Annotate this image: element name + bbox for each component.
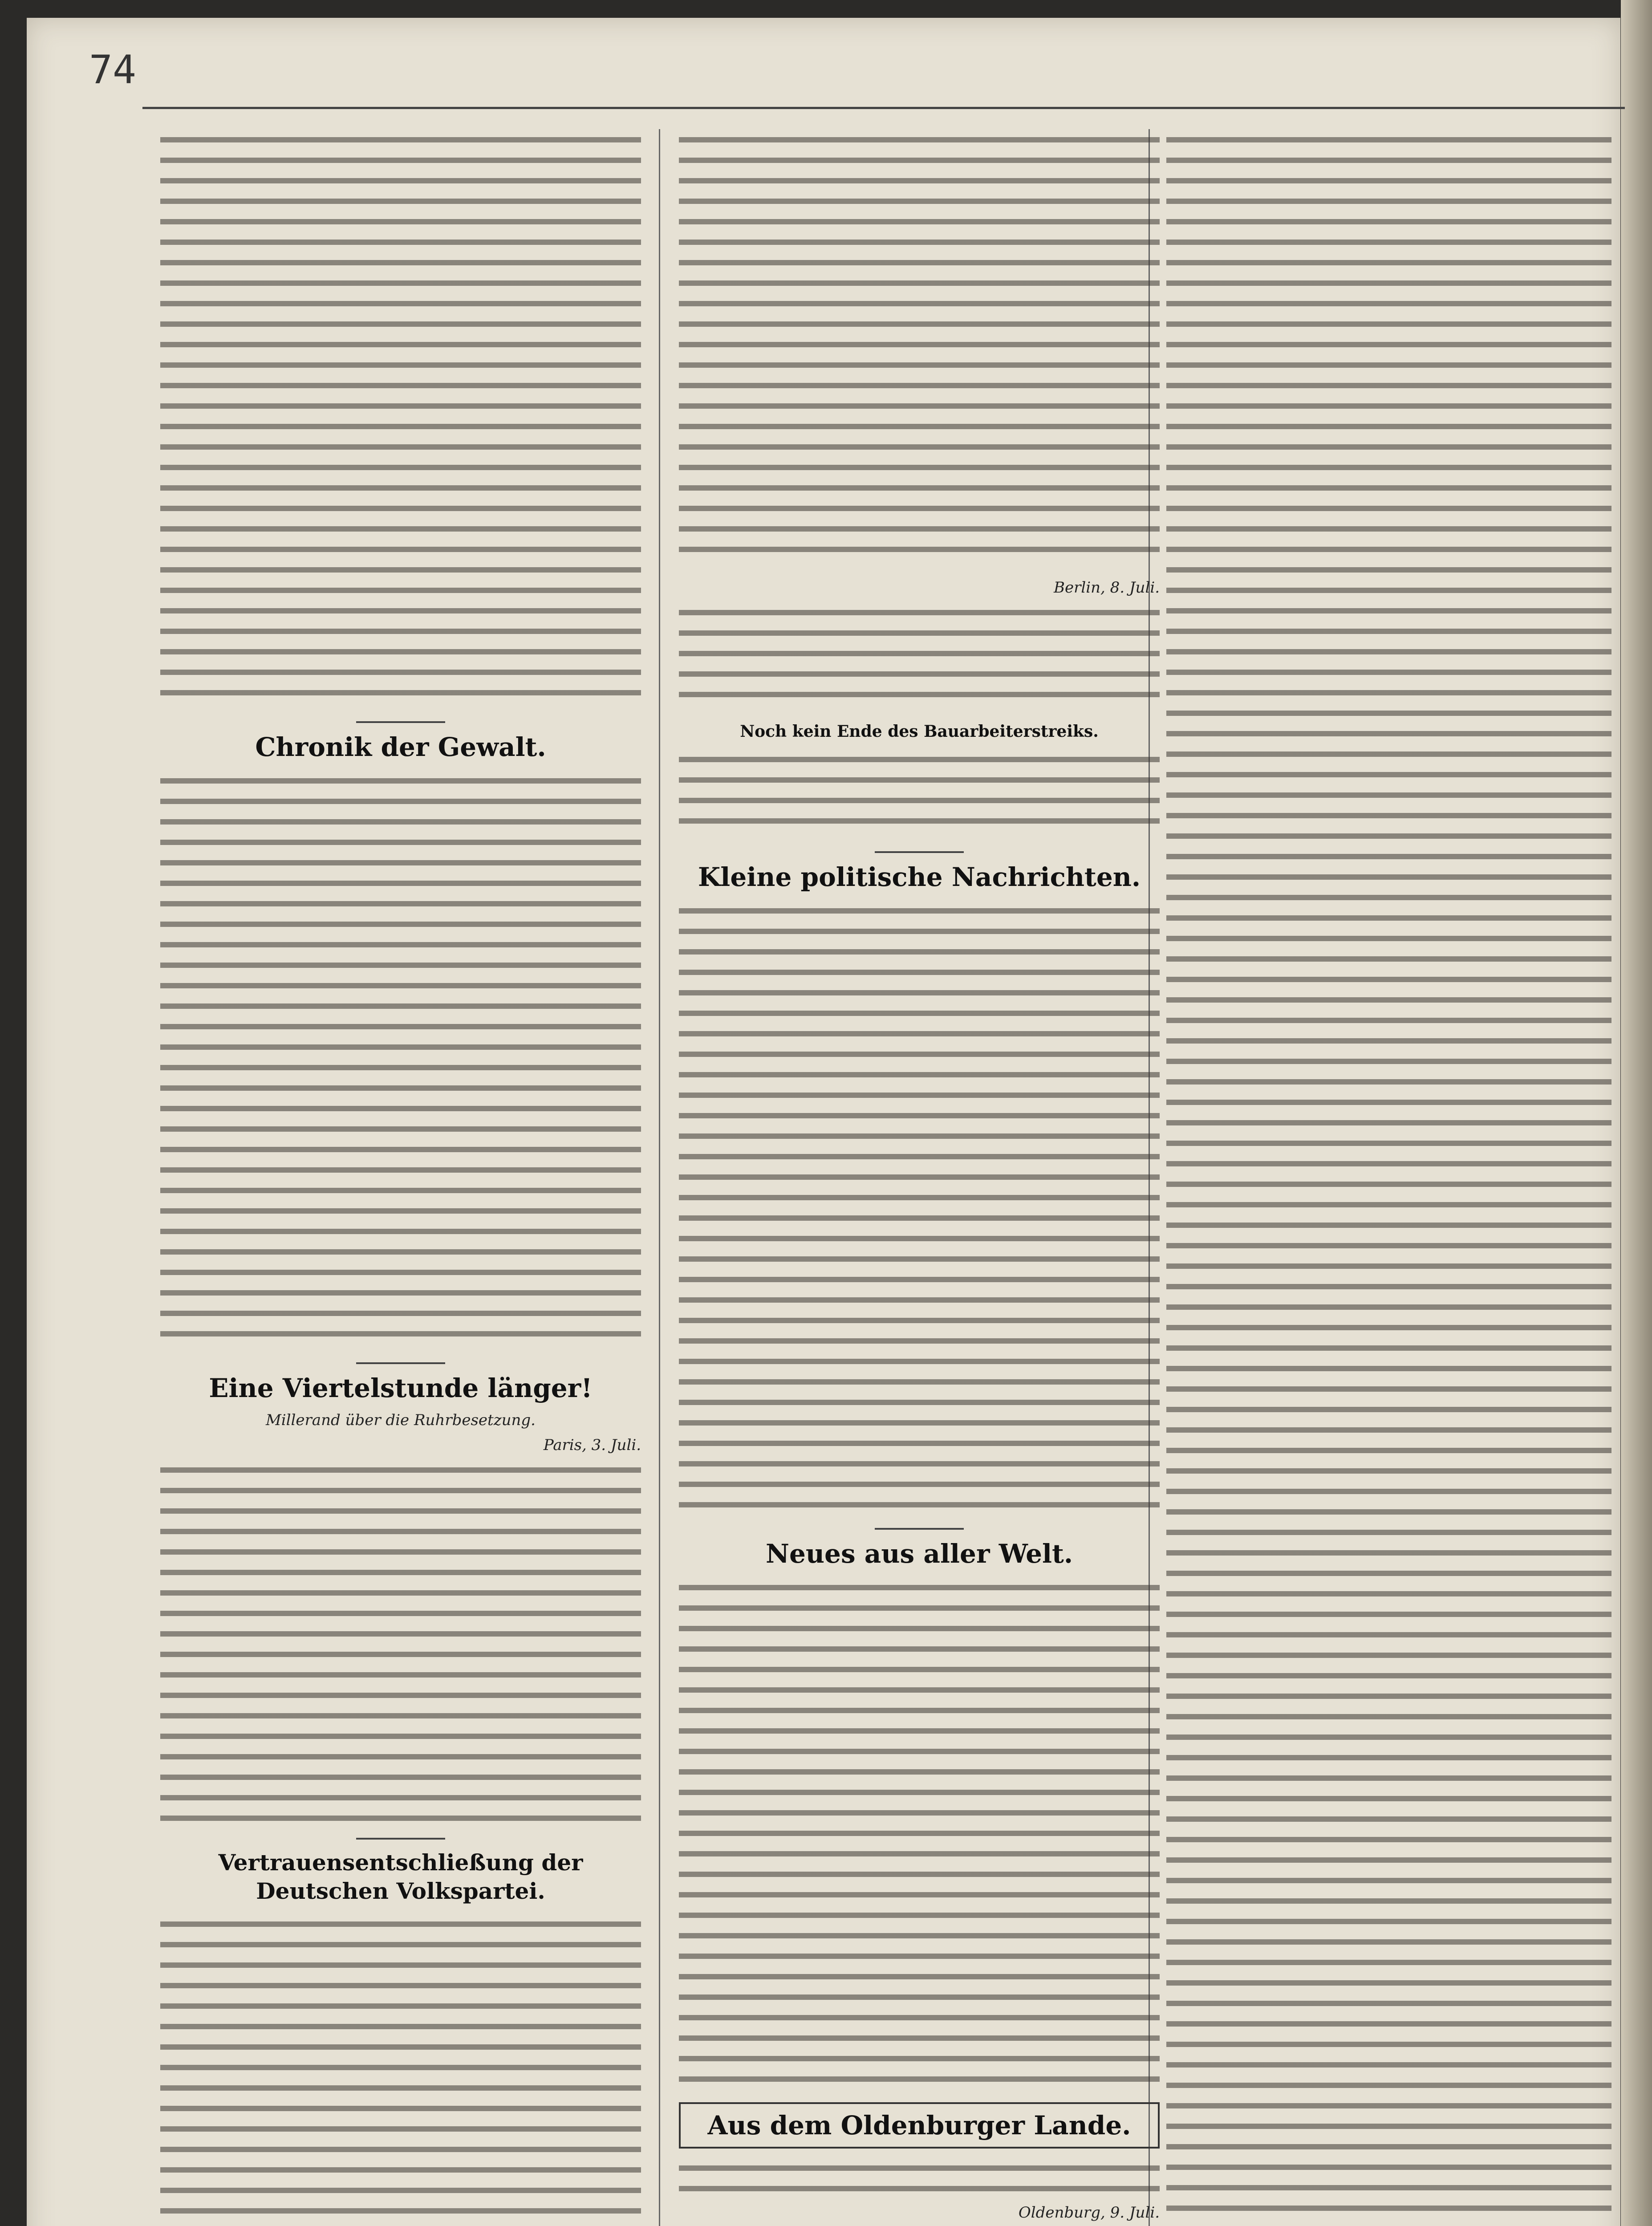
column-3 — [1166, 129, 1611, 2226]
text-block — [160, 770, 641, 1349]
divider — [356, 1362, 445, 1364]
page-edge — [1621, 0, 1652, 2226]
top-rule — [142, 107, 1625, 109]
text-block — [679, 602, 1160, 709]
headline-chronik: Chronik der Gewalt. — [255, 732, 546, 762]
text-block — [679, 129, 1160, 565]
text-block — [1166, 129, 1611, 2226]
section-header-oldenburg — [679, 2102, 1160, 2149]
headline-kleine-nachrichten: Kleine politische Nachrichten. — [698, 862, 1141, 892]
headline-viertelstunde: Eine Viertelstunde länger! — [209, 1373, 593, 1403]
subheadline-viertelstunde: Millerand über die Ruhrbesetzung. — [265, 1411, 536, 1429]
text-block — [679, 1577, 1160, 2089]
column-2 — [679, 129, 1160, 2226]
text-block — [679, 900, 1160, 1515]
divider — [356, 1838, 445, 1840]
headline-neues: Neues aus aller Welt. — [765, 1539, 1073, 1569]
column-1 — [160, 129, 641, 2226]
dateline-oldenburg: Oldenburg, 9. Juli. — [1018, 2204, 1160, 2222]
column-rule — [659, 129, 660, 2226]
page-number: 74 — [89, 47, 136, 93]
dateline-berlin: Berlin, 8. Juli. — [1054, 579, 1160, 597]
divider — [875, 851, 964, 853]
divider — [875, 1528, 964, 1530]
reprint-note-block — [679, 2157, 1160, 2198]
headline-bauarbeiter: Noch kein Ende des Bauarbeiterstreiks. — [740, 722, 1099, 741]
headline-oldenburg: Aus dem Oldenburger Lande. — [707, 2110, 1131, 2141]
text-block — [679, 749, 1160, 838]
text-block — [160, 1913, 641, 2226]
divider — [356, 721, 445, 723]
headline-volkspartei: Vertrauensentschließung der Deutschen Volkspartei. — [218, 1849, 583, 1904]
text-block — [160, 1459, 641, 1824]
text-block — [160, 129, 641, 708]
text-block — [679, 2157, 1160, 2198]
dateline-paris: Paris, 3. Juli. — [543, 1436, 641, 1454]
